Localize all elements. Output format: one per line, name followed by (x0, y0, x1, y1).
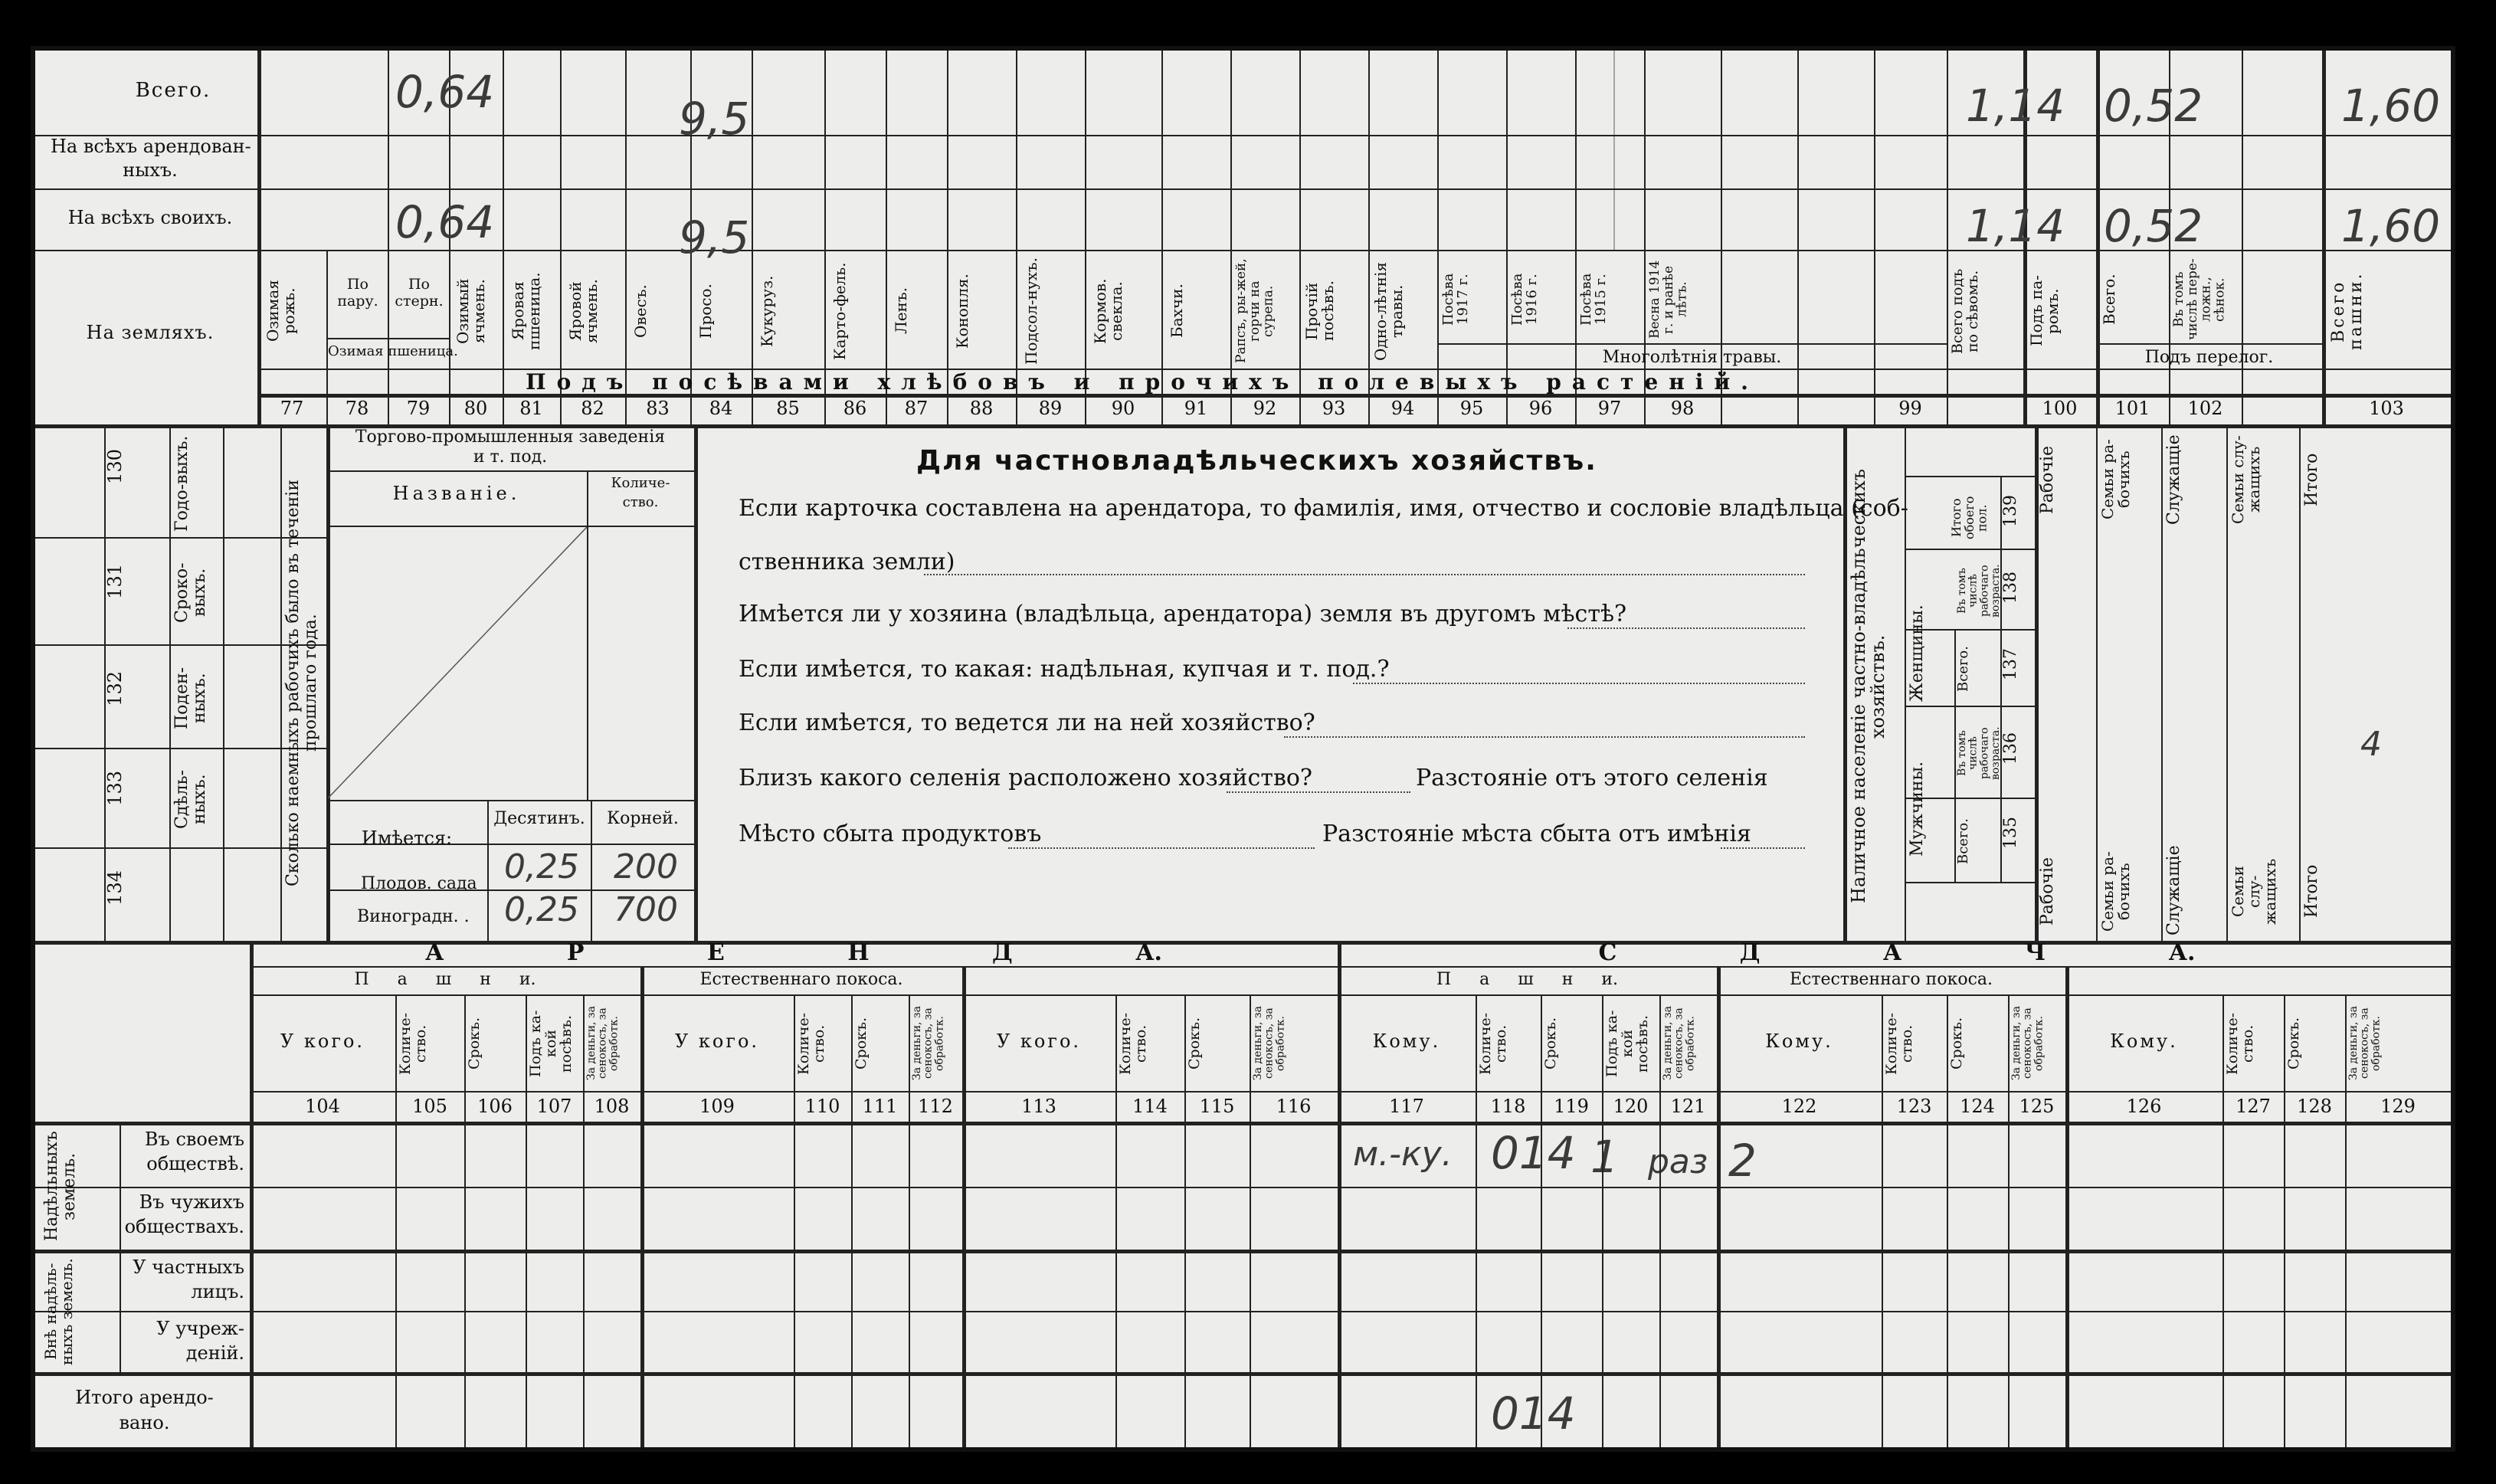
crop-number-99: 99 (1898, 398, 1922, 419)
pop-col-sluzh-bot: Служащіе (2164, 845, 2183, 935)
pop-col-itogo-bot: Итого (2302, 864, 2321, 919)
arenda-col-header-126: Кому. (2110, 1030, 2178, 1052)
pop-num-139: 139 (2001, 495, 2020, 527)
row-itogo-1: Итого арендо- (75, 1387, 214, 1408)
arenda-col-number-105: 105 (412, 1096, 447, 1117)
crop-number-78: 78 (345, 398, 369, 419)
arenda-col-header-112: За деньги, за сенокосъ, за обработк. (911, 1006, 946, 1081)
trade-qty-col-1: Количе- (611, 475, 670, 491)
row-uchr-2: деній. (185, 1342, 244, 1364)
hw-svoikh-99: 1,14 (1966, 200, 2065, 252)
arenda-col-header-110: Количе-ство. (795, 1012, 827, 1075)
crop-header-100: Подъ па-ромъ. (2027, 275, 2062, 347)
arenda-col-header-120: Подъ ка-кой посѣвъ. (1603, 1010, 1651, 1077)
crop-header-83: Овесъ. (631, 284, 650, 338)
crop-number-97: 97 (1597, 398, 1622, 419)
row-chastn-2: лицъ. (191, 1281, 244, 1302)
row-label-arend-2: ныхъ. (123, 159, 178, 181)
crop-header-86: Карто-фель. (830, 262, 849, 360)
pop-zhen-vsego: Всего. (1955, 646, 1971, 693)
sad-label: Плодов. сада (361, 874, 477, 893)
crop-header-91: Бахчи. (1168, 283, 1186, 339)
has-label: Имѣется: (361, 827, 453, 849)
hw-vsego-82: 9,5 (679, 93, 750, 145)
pop-muzh-vsego: Всего. (1955, 818, 1971, 865)
arenda-col-header-124: Срокъ. (1948, 1017, 1965, 1070)
hw-svoikh-103: 1,60 (2341, 200, 2441, 252)
worker-num-130: 130 (104, 449, 126, 484)
private-q4: Если имѣется, то ведется ли на ней хозяйство? (739, 709, 1315, 736)
crop-number-79: 79 (406, 398, 431, 419)
hw-sdacha-za: 2 (1728, 1135, 1757, 1187)
hw-sdacha-srok: 1 (1590, 1131, 1619, 1183)
worker-col-sdelnykh: Сдѣль-ныхъ. (172, 769, 210, 829)
crop-number-82: 82 (581, 398, 604, 419)
crop-number-91: 91 (1184, 398, 1208, 419)
worker-col-godovykh: Годо-выхъ. (172, 435, 192, 532)
arenda-col-number-109: 109 (699, 1096, 735, 1117)
hw-svoikh-100: 0,52 (2104, 200, 2203, 252)
hw-svoikh-79: 0,64 (395, 196, 495, 248)
crop-header-87: Ленъ. (892, 287, 910, 335)
hw-sad-desyatin: 0,25 (504, 847, 579, 886)
group-vne: Внѣ надѣль-ныхъ земель. (41, 1258, 76, 1365)
arenda-col-header-108: За деньги, за сенокосъ, за обработк. (585, 1006, 621, 1081)
population-vertical-label: Наличное населеніе частно-владѣльческихъ хозяйствъ. (1848, 469, 1889, 904)
pop-num-137: 137 (2001, 648, 2020, 680)
arenda-group-pokos-1: Естественнаго покоса. (699, 970, 903, 989)
pop-col-semi-sluzh-bot: Семьи слу-жащихъ (2229, 858, 2279, 925)
row-label-svoikh: На всѣхъ своихъ. (67, 207, 233, 228)
crop-header-88: Конопля. (953, 274, 971, 349)
crop-sub-mnogoletnie: Многолѣтнія травы. (1602, 348, 1782, 367)
crop-header-80: Озимый ячмень. (454, 278, 488, 344)
arenda-col-number-121: 121 (1670, 1096, 1706, 1117)
worker-num-132: 132 (104, 671, 126, 706)
arenda-col-number-120: 120 (1613, 1096, 1649, 1117)
pop-col-semi-sluzh-top: Семьи слу-жащихъ (2229, 435, 2263, 524)
row-chastn-1: У частныхъ (133, 1256, 244, 1278)
crop-header-103: Всего пашни. (2329, 271, 2367, 351)
pop-muzh: Мужчины. (1908, 761, 1927, 857)
arenda-col-header-107: Подъ ка-кой посѣвъ. (527, 1010, 575, 1077)
crop-number-87: 87 (904, 398, 929, 419)
arenda-col-number-119: 119 (1554, 1096, 1589, 1117)
arenda-title: А Р Е Н Д А. (425, 939, 1162, 966)
arenda-col-number-110: 110 (804, 1096, 840, 1117)
hw-vin-desyatin: 0,25 (504, 890, 579, 929)
private-q1b: ственника земли) (739, 549, 955, 575)
arenda-group-pashni-2: П а ш н и. (1436, 970, 1619, 989)
arenda-col-number-113: 113 (1021, 1096, 1056, 1117)
crop-number-85: 85 (776, 398, 800, 419)
arenda-col-header-113: У кого. (996, 1030, 1082, 1052)
arenda-col-header-104: У кого. (280, 1030, 365, 1052)
crop-number-101: 101 (2114, 398, 2150, 419)
crop-header-90: Кормов. свекла. (1091, 278, 1125, 344)
arenda-col-header-105: Количе-ство. (397, 1012, 429, 1075)
hw-vsego-103: 1,60 (2341, 80, 2441, 132)
row-label-arend-1: На всѣхъ арендован- (51, 136, 251, 157)
crop-number-92: 92 (1253, 398, 1277, 419)
arenda-col-number-122: 122 (1781, 1096, 1817, 1117)
arenda-col-number-129: 129 (2380, 1096, 2416, 1117)
hw-vsego-99: 1,14 (1966, 80, 2065, 132)
crop-sub-pod-perelog: Подъ перелог. (2144, 348, 2274, 367)
pop-muzh-vtom: Въ томъ числѣ рабочаго возраста. (1956, 726, 2003, 781)
row-svoem-1: Въ своемъ (144, 1129, 244, 1150)
group-nadel: Надѣльныхъ земель. (42, 1131, 80, 1242)
pop-itogo: Итого обоего пол. (1949, 496, 1990, 540)
desyatin-col: Десятинъ. (493, 809, 585, 828)
row-chuzh-2: обществахъ. (124, 1216, 244, 1237)
trade-header-2: и т. под. (473, 447, 548, 467)
pop-zhen: Женщины. (1908, 604, 1927, 702)
arenda-col-header-121: За деньги, за сенокосъ, за обработк. (1662, 1006, 1697, 1081)
arenda-col-header-122: Кому. (1765, 1030, 1833, 1052)
private-q6a: Мѣсто сбыта продуктовъ (739, 821, 1042, 847)
crop-number-100: 100 (2042, 398, 2078, 419)
crop-number-84: 84 (709, 398, 733, 419)
crop-header-89: Подсол-нухъ. (1022, 257, 1040, 365)
arenda-col-number-116: 116 (1276, 1096, 1312, 1117)
pop-col-rabochie-bot: Рабочіе (2038, 857, 2057, 926)
vinograd-label: Виноградн. . (357, 907, 470, 926)
row-uchr-1: У учреж- (156, 1318, 244, 1339)
sdacha-title: С Д А Ч А. (1598, 939, 2196, 966)
hw-sdacha-komu: м.-ку. (1353, 1135, 1453, 1174)
workers-vertical-label: Сколько наемныхъ рабочихъ было въ теченіи прошлаго года. (283, 479, 321, 886)
crop-header-102: Въ томъ числѣ пере-ложн., сѣнок. (2171, 258, 2228, 341)
private-title: Для частновладѣльческихъ хозяйствъ. (916, 445, 1597, 477)
crop-header-92: Рапсъ, ры-жей, горчи на сурепа. (1233, 258, 1276, 364)
crop-header-95: Посѣва 1917 г. (1440, 273, 1471, 326)
crop-header-93: Прочій посѣвъ. (1302, 280, 1337, 342)
arenda-col-header-116: За деньги, за сенокосъ, за обработк. (1252, 1006, 1287, 1081)
korney-col: Корней. (607, 809, 679, 828)
arenda-col-number-125: 125 (2019, 1096, 2055, 1117)
worker-num-131: 131 (104, 564, 126, 599)
arenda-col-header-114: Количе-ство. (1117, 1012, 1149, 1075)
census-form-sheet (31, 46, 2455, 1452)
worker-num-133: 133 (104, 771, 126, 806)
crop-header-82: Яровой ячмень. (566, 279, 601, 343)
pop-zhen-vtom: Въ томъ числѣ рабочаго возраста. (1956, 564, 2003, 618)
arenda-col-header-115: Срокъ. (1186, 1017, 1203, 1070)
crop-number-96: 96 (1528, 398, 1553, 419)
row-chuzh-1: Въ чужихъ (139, 1191, 244, 1213)
arenda-col-number-114: 114 (1132, 1096, 1168, 1117)
arenda-col-header-109: У кого. (674, 1030, 760, 1052)
crop-header-84: Просо. (696, 283, 715, 339)
crop-number-77: 77 (280, 398, 304, 419)
hw-sad-korney: 200 (614, 847, 678, 886)
worker-col-podennykh: Поден-ныхъ. (172, 667, 210, 729)
hw-svoikh-82: 9,5 (679, 211, 750, 264)
arenda-col-number-118: 118 (1490, 1096, 1526, 1117)
pop-col-itogo-top: Итого (2302, 453, 2321, 506)
crop-number-90: 90 (1111, 398, 1135, 419)
crop-number-98: 98 (1670, 398, 1695, 419)
private-q2: Имѣется ли у хозяина (владѣльца, арендатора) земля въ другомъ мѣстѣ? (739, 601, 1627, 627)
crop-number-89: 89 (1038, 398, 1063, 419)
crop-header-101: Всего. (2100, 274, 2118, 326)
worker-col-srokovykh: Сроко-выхъ. (172, 562, 210, 623)
crop-number-83: 83 (646, 398, 670, 419)
crop-number-86: 86 (843, 398, 867, 419)
trade-qty-col-2: ство. (622, 494, 659, 510)
crop-header-94: Одно-лѣтнія травы. (1371, 261, 1406, 361)
arenda-col-header-127: Количе-ство. (2224, 1012, 2256, 1075)
private-q6b: Разстояніе мѣста сбыта отъ имѣнія (1322, 821, 1751, 847)
crop-number-80: 80 (463, 398, 488, 419)
arenda-col-header-125: За деньги, за сенокосъ, за обработк. (2010, 1006, 2046, 1081)
arenda-col-header-123: Количе-ство. (1883, 1012, 1915, 1075)
trade-header-1: Торгово-промышленныя заведенія (355, 428, 666, 447)
worker-num-134: 134 (104, 870, 126, 906)
arenda-col-number-115: 115 (1199, 1096, 1235, 1117)
arenda-col-header-117: Кому. (1372, 1030, 1441, 1052)
pop-num-135: 135 (2001, 817, 2020, 849)
crop-number-94: 94 (1390, 398, 1415, 419)
row-svoem-2: обществѣ. (146, 1153, 244, 1174)
row-label-vsego: Всего. (135, 79, 211, 102)
arenda-col-number-107: 107 (536, 1096, 572, 1117)
arenda-col-number-108: 108 (594, 1096, 630, 1117)
crop-header-96: Посѣва 1916 г. (1509, 273, 1540, 326)
pop-col-rabochie-top: Рабочіе (2038, 445, 2057, 514)
pop-num-138: 138 (2001, 572, 2020, 604)
arenda-group-pokos-3: Естественнаго покоса. (1789, 970, 1993, 989)
hw-sdacha-pod: раз (1648, 1142, 1708, 1181)
arenda-col-header-128: Срокъ. (2285, 1017, 2302, 1070)
arenda-col-number-106: 106 (477, 1096, 513, 1117)
crop-header-77: Озимая рожь. (264, 280, 298, 342)
crop-number-102: 102 (2187, 398, 2223, 419)
crop-banner: Подъ посѣвами хлѣбовъ и прочихъ полевыхъ растеній. (526, 369, 1759, 395)
arenda-col-number-104: 104 (305, 1096, 340, 1117)
pop-col-sluzh-top: Служащіе (2164, 434, 2183, 525)
pop-num-136: 136 (2001, 732, 2020, 765)
hw-itogo-kol: 014 (1491, 1387, 1576, 1440)
row-itogo-2: вано. (119, 1412, 170, 1433)
trade-name-col: Названіе. (392, 483, 521, 504)
crop-header-99: Всего подъ по сѣвомъ. (1949, 268, 1981, 354)
crop-header-85: Кукуруз. (758, 275, 776, 347)
crop-header-78: По пару. (337, 276, 378, 310)
arenda-col-number-123: 123 (1896, 1096, 1932, 1117)
hw-vin-korney: 700 (614, 890, 678, 929)
private-q5b: Разстояніе отъ этого селенія (1416, 765, 1768, 791)
hw-pop-itogo: 4 (2360, 725, 2382, 764)
pop-col-semi-rab-bot: Семьи ра-бочихъ (2098, 851, 2133, 932)
arenda-col-header-118: Количе-ство. (1477, 1012, 1509, 1075)
hw-vsego-79: 0,64 (395, 66, 495, 118)
hw-vsego-100: 0,52 (2104, 80, 2203, 132)
arenda-col-number-128: 128 (2297, 1096, 2332, 1117)
arenda-col-number-111: 111 (862, 1096, 898, 1117)
arenda-col-number-112: 112 (918, 1096, 953, 1117)
arenda-col-header-111: Срокъ. (853, 1017, 870, 1070)
private-q5a: Близъ какого селенія расположено хозяйство? (739, 765, 1312, 791)
crop-number-81: 81 (519, 398, 543, 419)
arenda-col-number-117: 117 (1389, 1096, 1424, 1117)
crop-number-88: 88 (969, 398, 994, 419)
row-label-zemlyakh: На земляхъ. (86, 322, 215, 343)
pop-col-semi-rab-top: Семьи ра-бочихъ (2098, 439, 2133, 520)
crop-number-103: 103 (2369, 398, 2404, 419)
trade-diagonal-strike (328, 527, 587, 798)
arenda-col-header-106: Срокъ. (466, 1017, 483, 1070)
private-q1a: Если карточка составлена на арендатора, то фамилія, имя, отчество и сословіе владѣльца (соб- (739, 495, 1908, 522)
arenda-group-pashni-0: П а ш н и. (354, 970, 536, 989)
hw-sdacha-kol: 014 (1491, 1127, 1576, 1179)
arenda-col-header-129: За деньги, за сенокосъ, за обработк. (2347, 1006, 2383, 1081)
private-q3: Если имѣется, то какая: надѣльная, купчая и т. под.? (739, 656, 1390, 683)
arenda-col-number-124: 124 (1960, 1096, 1995, 1117)
crop-header-79: По стерн. (395, 276, 444, 310)
crop-header-98: Весна 1914 г. и ранѣе лѣтъ. (1647, 260, 1690, 339)
crop-header-81: Яровая пшеница. (509, 272, 543, 350)
crop-number-95: 95 (1459, 398, 1484, 419)
crop-sub-ozimaya: Озимая пшеница. (328, 343, 458, 359)
crop-header-97: Посѣва 1915 г. (1578, 273, 1609, 326)
arenda-col-header-119: Срокъ. (1542, 1017, 1559, 1070)
crop-number-93: 93 (1322, 398, 1346, 419)
arenda-col-number-126: 126 (2126, 1096, 2162, 1117)
arenda-col-number-127: 127 (2236, 1096, 2271, 1117)
